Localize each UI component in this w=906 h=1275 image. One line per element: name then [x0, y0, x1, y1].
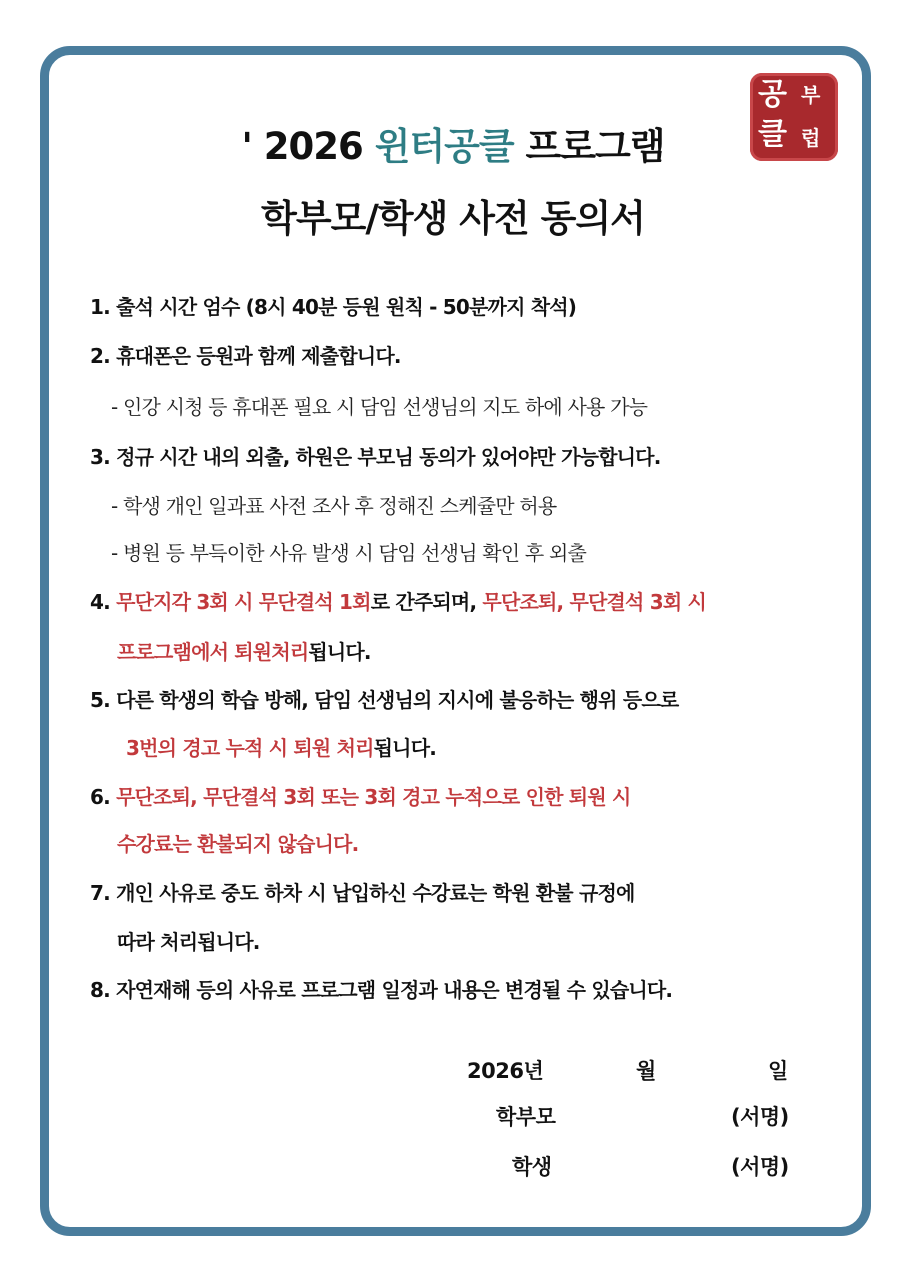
page-subtitle: 학부모/학생 사전 동의서	[261, 197, 645, 240]
rule-4-highlight-1: 무단지각 3회 시 무단결석 1회	[116, 590, 371, 614]
rule-7: 7. 개인 사유로 중도 하차 시 납입하신 수강료는 학원 환불 규정에	[90, 881, 635, 905]
rule-5-continued	[126, 738, 436, 758]
title-suffix: 프로그램	[513, 125, 665, 168]
stamp-char: 부	[801, 83, 821, 107]
rule-4-number: 4.	[90, 590, 117, 614]
rule-4-text: 로 간주되며,	[370, 590, 483, 614]
rule-4-continued	[117, 642, 371, 662]
rule-4-highlight-3: 프로그램에서 퇴원처리	[117, 640, 309, 664]
date-year: 2026년	[467, 1059, 544, 1083]
student-signature: (서명)	[731, 1155, 789, 1179]
rule-2-detail: - 인강 시청 등 휴대폰 필요 시 담임 선생님의 지도 하에 사용 가능	[111, 395, 648, 419]
parent-label: 학부모	[496, 1105, 556, 1129]
rule-3-detail-2: - 병원 등 부득이한 사유 발생 시 담임 선생님 확인 후 외출	[111, 541, 586, 565]
rule-6	[90, 787, 631, 807]
stamp-char: 클	[758, 117, 787, 152]
page-title	[100, 116, 806, 170]
stamp-char: 럽	[801, 126, 821, 150]
rule-8: 8. 자연재해 등의 사유로 프로그램 일정과 내용은 변경될 수 있습니다.	[90, 978, 673, 1002]
stamp-char: 공	[758, 77, 787, 112]
rule-4-highlight-2: 무단조퇴, 무단결석 3회 시	[482, 590, 707, 614]
title-prefix: ' 2026	[241, 125, 375, 168]
rule-1: 1. 출석 시간 엄수 (8시 40분 등원 원칙 - 50분까지 착석)	[90, 295, 577, 319]
title-highlight: 윈터공클	[374, 125, 514, 168]
rule-6-highlight-1: 무단조퇴, 무단결석 3회 또는 3회 경고 누적으로 인한 퇴원 시	[116, 785, 631, 809]
rule-6-number: 6.	[90, 785, 117, 809]
rule-4-end: 됩니다.	[308, 640, 371, 664]
rule-6-continued	[117, 834, 358, 854]
rule-6-highlight-2: 수강료는 환불되지 않습니다.	[117, 832, 359, 856]
date-month: 월	[636, 1059, 656, 1083]
rule-2: 2. 휴대폰은 등원과 함께 제출합니다.	[90, 344, 401, 368]
rule-3-detail-1: - 학생 개인 일과표 사전 조사 후 정해진 스케쥴만 허용	[111, 494, 557, 518]
date-day: 일	[768, 1059, 788, 1083]
rule-5-end: 됩니다.	[373, 736, 437, 760]
rule-5: 5. 다른 학생의 학습 방해, 담임 선생님의 지시에 불응하는 행위 등으로	[90, 688, 679, 712]
rule-5-highlight: 3번의 경고 누적 시 퇴원 처리	[126, 736, 374, 760]
student-label: 학생	[512, 1155, 552, 1179]
rule-3: 3. 정규 시간 내의 외출, 하원은 부모님 동의가 있어야만 가능합니다.	[90, 445, 661, 469]
parent-signature: (서명)	[731, 1105, 789, 1129]
rule-4	[90, 592, 706, 612]
rule-7-continued: 따라 처리됩니다.	[117, 930, 260, 954]
